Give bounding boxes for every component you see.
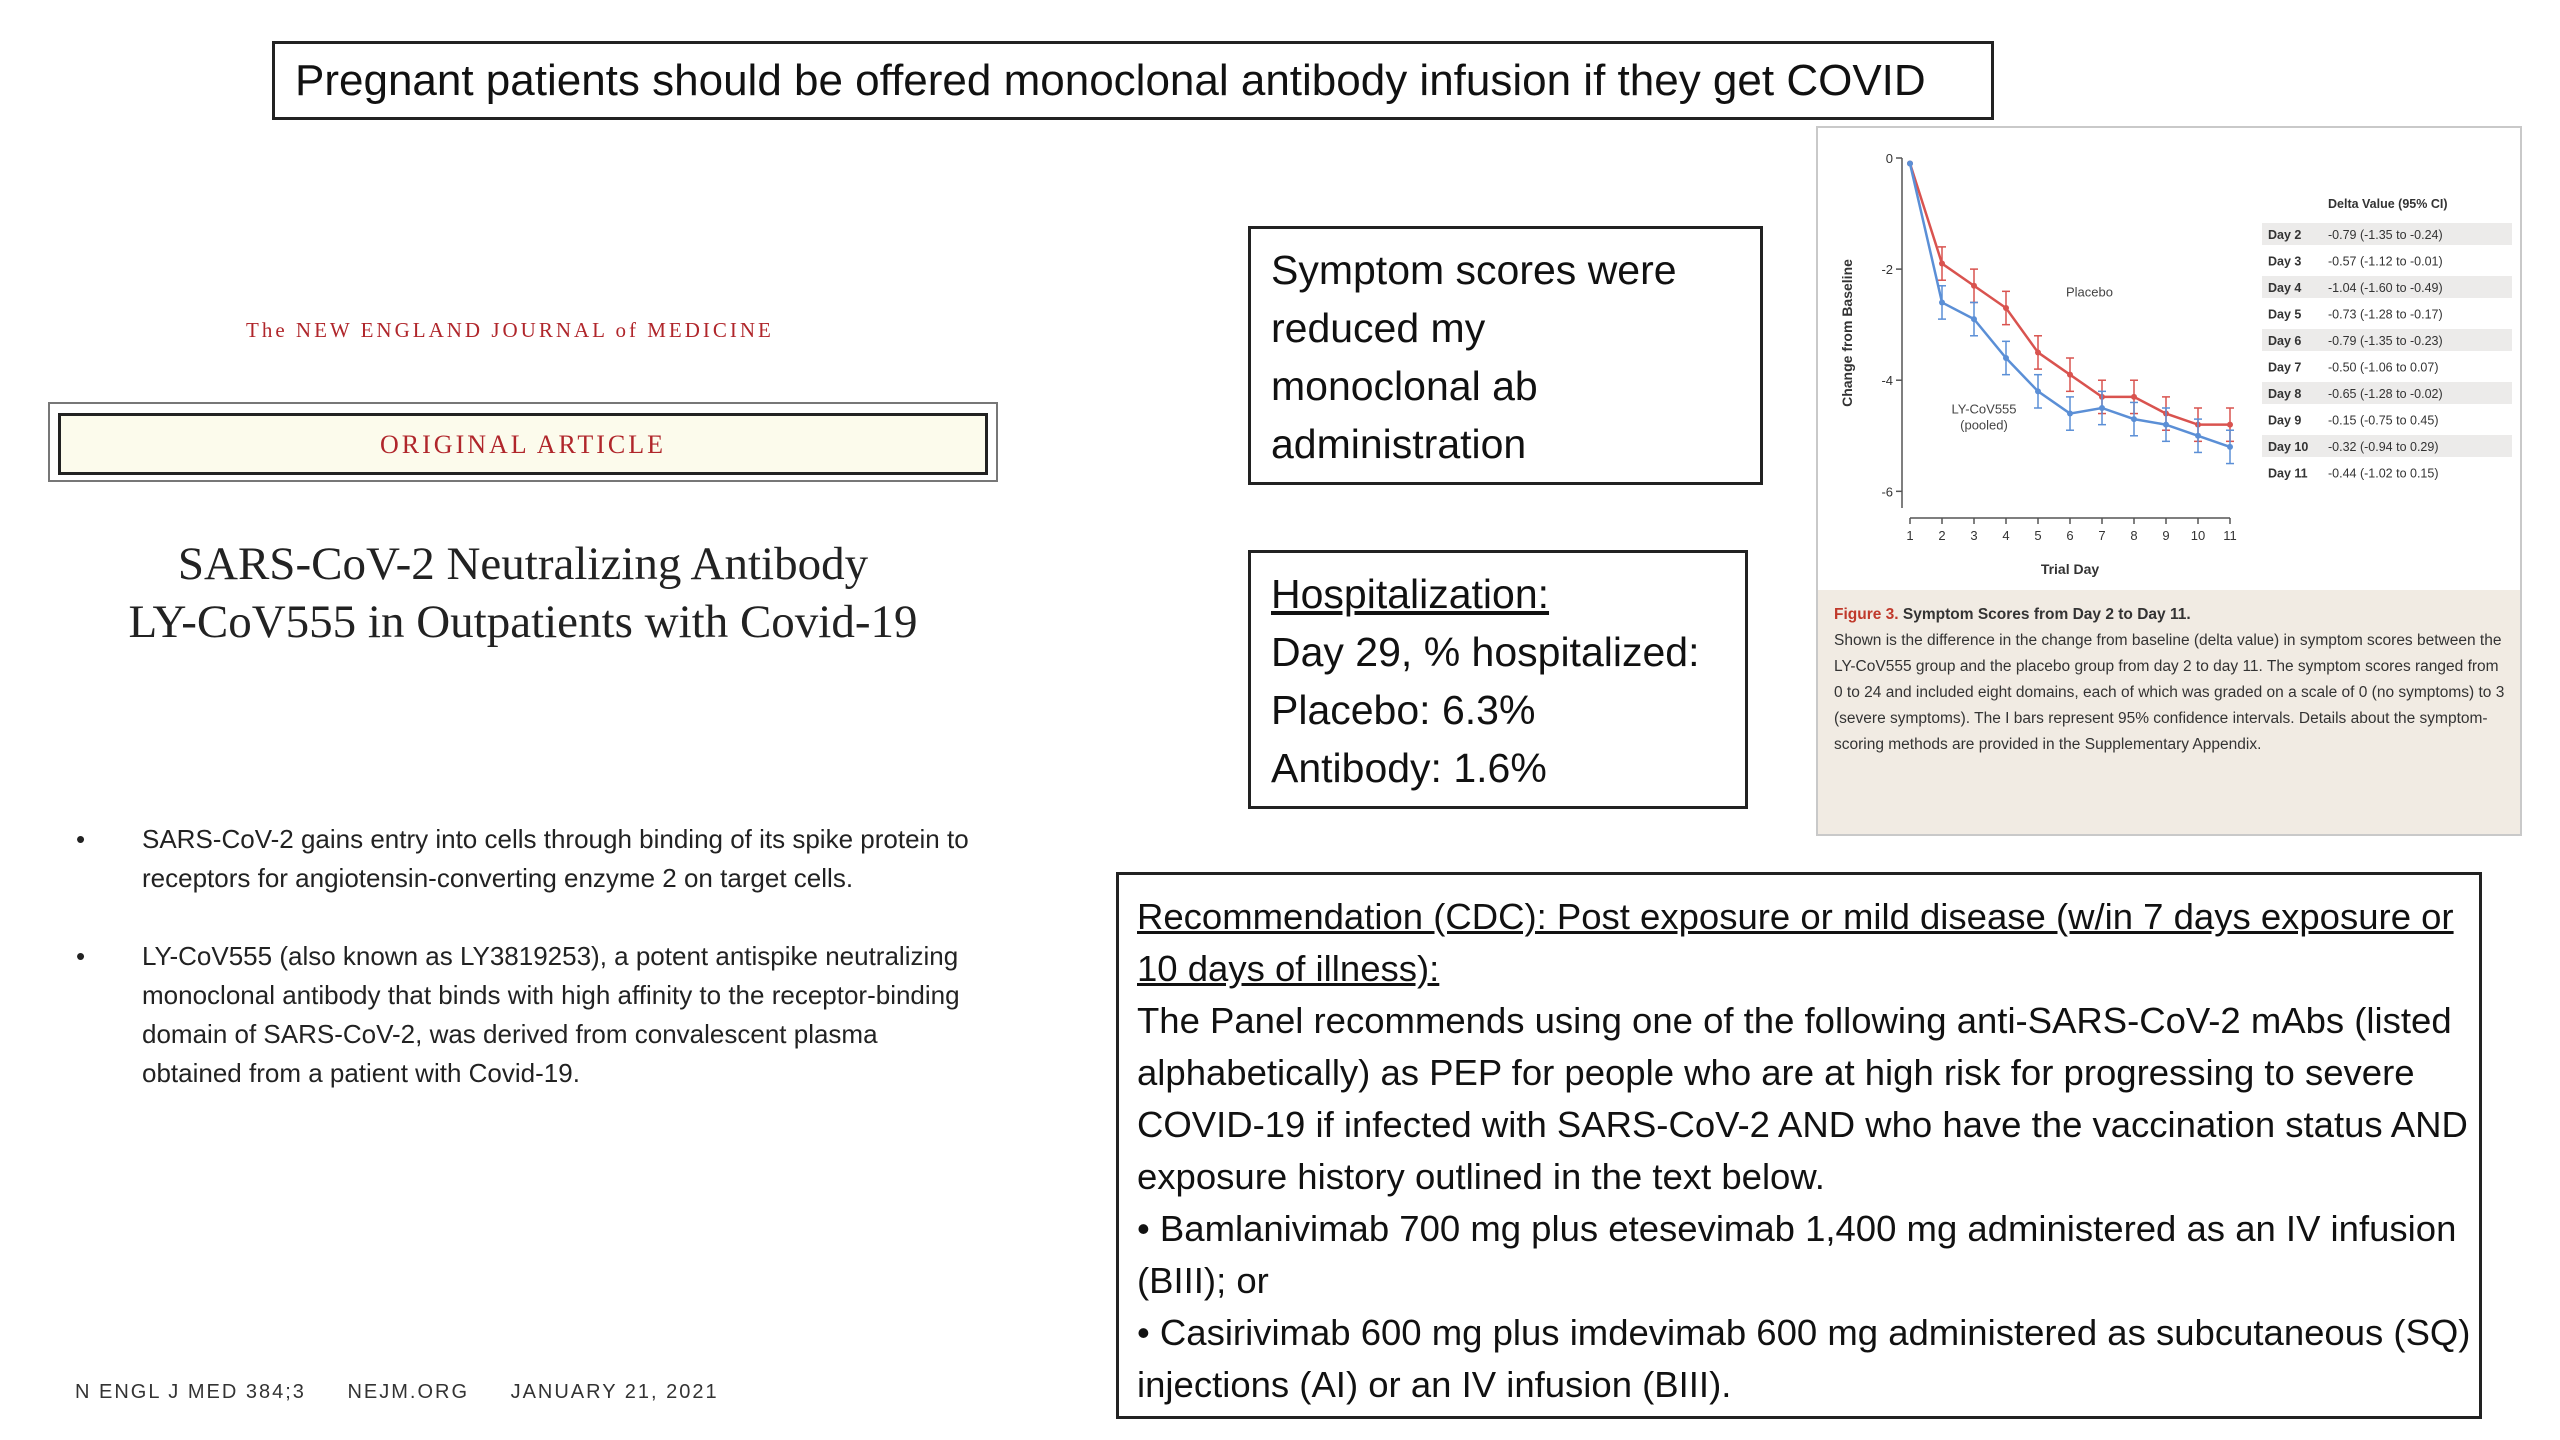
x-tick-label: 7 xyxy=(2098,528,2106,543)
hospitalization-line: Antibody: 1.6% xyxy=(1271,745,1547,791)
recommendation-item: • Bamlanivimab 700 mg plus etesevimab 1,400 mg administered as an IV infusion (BIII); or xyxy=(1137,1208,2457,1301)
x-tick-label: 8 xyxy=(2130,528,2138,543)
bullet-dot-icon: • xyxy=(76,941,86,971)
x-tick-label: 4 xyxy=(2002,528,2010,543)
data-point xyxy=(2035,349,2041,355)
series-label-part: LY-CoV555 xyxy=(1951,401,2017,417)
delta-day-label: Day 11 xyxy=(2268,466,2308,481)
delta-day-label: Day 6 xyxy=(2268,334,2302,348)
delta-value: -0.50 (-1.06 to 0.07) xyxy=(2328,360,2439,375)
slide-title: Pregnant patients should be offered monoclonal antibody infusion if they get COVID xyxy=(295,56,1926,105)
symptom-line: reduced my xyxy=(1271,305,1486,351)
figure-caption xyxy=(1818,590,2520,834)
y-tick-label: -6 xyxy=(1881,484,1893,500)
data-point xyxy=(1971,283,1977,289)
slide-title-box xyxy=(272,41,1994,120)
x-tick-label: 3 xyxy=(1970,528,1978,543)
delta-day-label: Day 5 xyxy=(2268,307,2302,322)
delta-table-header: Delta Value (95% CI) xyxy=(2328,197,2448,211)
data-point xyxy=(2099,405,2105,411)
data-point xyxy=(1971,316,1977,322)
delta-value: -0.79 (-1.35 to -0.23) xyxy=(2328,334,2443,348)
data-point xyxy=(2003,305,2009,311)
x-tick-label: 10 xyxy=(2190,528,2206,543)
section-banner xyxy=(58,413,988,475)
article-title-line2: LY-CoV555 in Outpatients with Covid-19 xyxy=(128,596,918,648)
symptom-line: administration xyxy=(1271,421,1527,467)
delta-value: -0.32 (-0.94 to 0.29) xyxy=(2328,440,2439,454)
data-point xyxy=(1939,261,1945,267)
series-label-ly-cov555 xyxy=(1951,402,2016,433)
series-label-part: (pooled) xyxy=(1960,417,2008,433)
bullet-item xyxy=(76,820,976,898)
citation-date: JANUARY 21, 2021 xyxy=(510,1381,719,1403)
delta-day-label: Day 4 xyxy=(2268,281,2302,295)
journal-citation xyxy=(75,1381,719,1404)
hospitalization-line: Placebo: 6.3% xyxy=(1271,687,1536,733)
data-point xyxy=(2227,444,2233,450)
figure-caption-title: Symptom Scores from Day 2 to Day 11. xyxy=(1902,606,2191,623)
bullet-dot-icon: • xyxy=(76,824,86,854)
x-tick-label: 9 xyxy=(2162,528,2170,543)
data-point xyxy=(2035,388,2041,394)
delta-value: -0.15 (-0.75 to 0.45) xyxy=(2328,413,2439,428)
x-tick-label: 2 xyxy=(1938,528,1946,543)
recommendation-box xyxy=(1116,872,2482,1419)
delta-value: -0.79 (-1.35 to -0.24) xyxy=(2328,228,2443,242)
delta-day-label: Day 10 xyxy=(2268,440,2309,454)
article-title xyxy=(58,535,988,651)
y-tick-label: -4 xyxy=(1881,373,1893,389)
journal-brand: The NEW ENGLAND JOURNAL of MEDICINE xyxy=(246,318,774,342)
y-axis-label: Change from Baseline xyxy=(1839,259,1855,407)
data-point xyxy=(2163,422,2169,428)
data-point xyxy=(2195,433,2201,439)
recommendation-heading: Recommendation (CDC): Post exposure or mild disease (w/in 7 days exposure or 10 days of illness): xyxy=(1137,896,2454,989)
delta-day-label: Day 2 xyxy=(2268,228,2302,242)
hospitalization-heading: Hospitalization: xyxy=(1271,571,1550,617)
delta-day-label: Day 9 xyxy=(2268,413,2302,428)
data-point xyxy=(2067,372,2073,378)
symptom-line: monoclonal ab xyxy=(1271,363,1538,409)
section-label: ORIGINAL ARTICLE xyxy=(380,430,666,459)
delta-value: -1.04 (-1.60 to -0.49) xyxy=(2328,281,2443,295)
x-tick-label: 5 xyxy=(2034,528,2042,543)
bullet-text: LY-CoV555 (also known as LY3819253), a potent antispike neutralizing monoclonal antibody that binds with high affinity to the receptor-binding domain of SARS-CoV-2, was derived from convalescent plasma obtained from a patient with Covid-19. xyxy=(142,941,960,1088)
hospitalization-box xyxy=(1248,550,1748,809)
abstract-bullets xyxy=(76,820,976,1132)
figure-caption-text: Shown is the difference in the change from baseline (delta value) in symptom scores between the LY-CoV555 group and the placebo group from day 2 to day 11. The symptom scores ranged from 0 to 24 and included eight domains, each of which was graded on a scale of 0 (no symptoms) to 3 (severe symptoms). The I bars represent 95% confidence intervals. Details about the symptom-scoring methods are provided in the Supplementary Appendix. xyxy=(1834,632,2505,753)
symptom-line: Symptom scores were xyxy=(1271,247,1677,293)
symptom-score-chart xyxy=(1818,128,2520,590)
delta-value: -0.44 (-1.02 to 0.15) xyxy=(2328,466,2439,481)
data-point xyxy=(2227,422,2233,428)
citation-journal: N ENGL J MED 384;3 xyxy=(75,1381,306,1403)
data-point xyxy=(2067,411,2073,417)
bullet-item xyxy=(76,937,976,1093)
data-point xyxy=(2131,394,2137,400)
data-point xyxy=(1907,161,1913,167)
y-tick-label: -2 xyxy=(1881,262,1893,278)
bullet-text: SARS-CoV-2 gains entry into cells through binding of its spike protein to receptors for angiotensin-converting enzyme 2 on target cells. xyxy=(142,824,969,893)
figure-number: Figure 3. xyxy=(1834,606,1899,623)
x-tick-label: 11 xyxy=(2223,528,2237,543)
recommendation-item: • Casirivimab 600 mg plus imdevimab 600 mg administered as subcutaneous (SQ) injections (AI) or an IV infusion (BIII). xyxy=(1137,1312,2471,1405)
delta-value: -0.57 (-1.12 to -0.01) xyxy=(2328,254,2443,269)
x-tick-label: 1 xyxy=(1906,528,1914,543)
delta-day-label: Day 7 xyxy=(2268,360,2302,375)
delta-day-label: Day 8 xyxy=(2268,387,2302,401)
data-point xyxy=(1939,299,1945,305)
article-title-line1: SARS-CoV-2 Neutralizing Antibody xyxy=(177,538,869,590)
citation-site: NEJM.ORG xyxy=(347,1381,470,1403)
series-label-placebo: Placebo xyxy=(2066,284,2113,300)
data-point xyxy=(2131,416,2137,422)
data-point xyxy=(2003,355,2009,361)
delta-value: -0.73 (-1.28 to -0.17) xyxy=(2328,307,2443,322)
symptom-scores-box xyxy=(1248,226,1763,485)
delta-value: -0.65 (-1.28 to -0.02) xyxy=(2328,387,2443,401)
y-tick-label: 0 xyxy=(1885,151,1893,166)
delta-day-label: Day 3 xyxy=(2268,254,2302,269)
recommendation-body: The Panel recommends using one of the following anti-SARS-CoV-2 mAbs (listed alphabetically) as PEP for people who are at high risk for progressing to severe COVID-19 if infected with SARS-CoV-2 AND who have the vaccination status AND exposure history outlined in the text below. xyxy=(1137,1000,2468,1197)
x-tick-label: 6 xyxy=(2066,528,2074,543)
x-axis-label: Trial Day xyxy=(2040,561,2100,577)
hospitalization-line: Day 29, % hospitalized: xyxy=(1271,629,1700,675)
